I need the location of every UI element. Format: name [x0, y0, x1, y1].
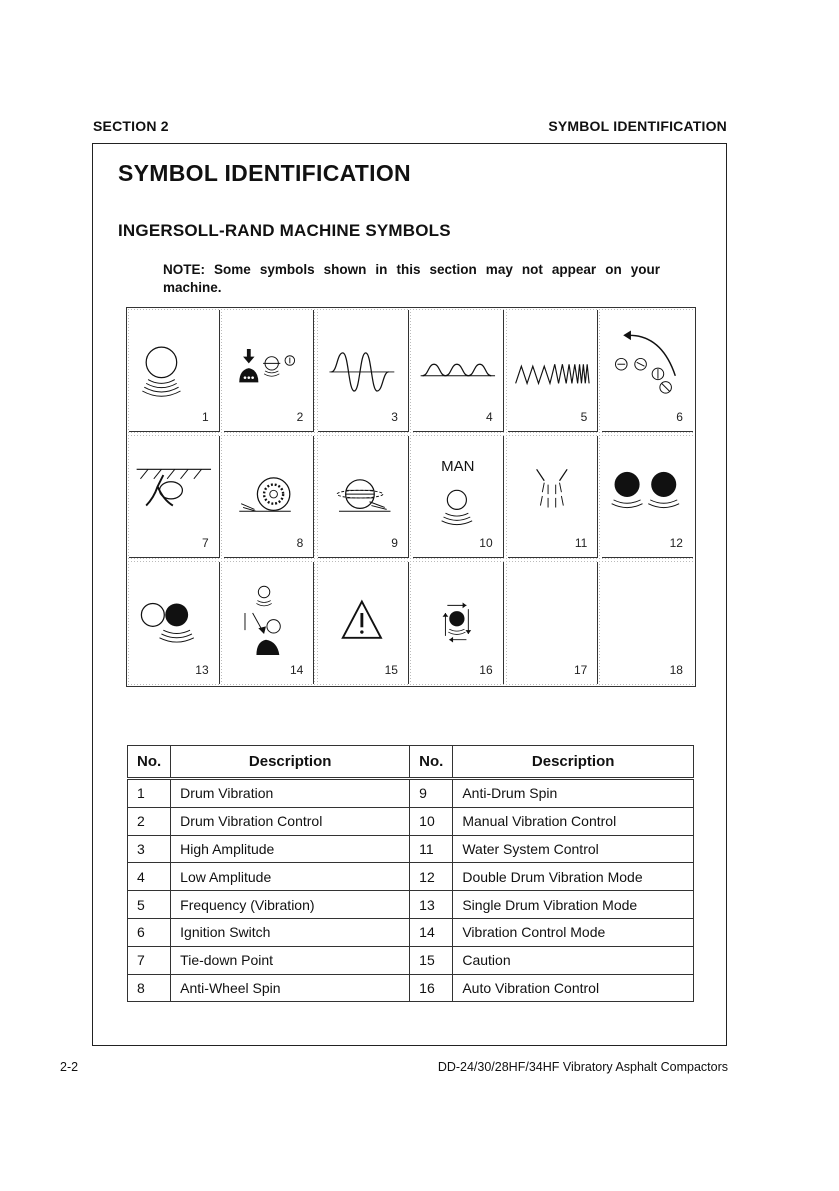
table-cell: 12 [410, 863, 453, 891]
symbol-cell [224, 436, 315, 558]
symbol-number: 14 [289, 663, 304, 677]
symbol-number: 8 [296, 536, 304, 550]
section-label: SECTION 2 [93, 118, 169, 134]
table-cell: Auto Vibration Control [453, 974, 694, 1002]
table-cell: 6 [128, 918, 171, 946]
table-cell: Manual Vibration Control [453, 807, 694, 835]
symbol-number: 10 [479, 536, 493, 550]
table-cell: Vibration Control Mode [453, 918, 694, 946]
symbol-cell [508, 310, 599, 432]
table-row [128, 946, 694, 974]
table-row [128, 835, 694, 863]
table-cell: High Amplitude [171, 835, 410, 863]
symbol-number: 13 [195, 663, 209, 677]
table-cell: Double Drum Vibration Mode [453, 863, 694, 891]
note-text: NOTE: Some symbols shown in this section may not appear on your machine. [163, 262, 660, 295]
symbol-cell [508, 562, 599, 684]
column-header-description: Description [453, 746, 694, 779]
table-cell: 16 [410, 974, 453, 1002]
page-title: SYMBOL IDENTIFICATION [118, 160, 411, 186]
table-cell: 9 [410, 779, 453, 808]
page-number: 2-2 [60, 1060, 79, 1074]
table-cell: 8 [128, 974, 171, 1002]
symbol-cell [413, 436, 504, 558]
table-row [128, 891, 694, 919]
table-cell: Single Drum Vibration Mode [453, 891, 694, 919]
table-cell: 5 [128, 891, 171, 919]
symbol-number: 9 [391, 536, 398, 550]
symbol-cell [129, 562, 220, 684]
symbol-number: 17 [573, 663, 588, 677]
table-row [128, 807, 694, 835]
table-cell: 1 [128, 779, 171, 808]
table-cell: Frequency (Vibration) [171, 891, 410, 919]
table-cell: Caution [453, 946, 694, 974]
table-cell: 3 [128, 835, 171, 863]
symbol-number: 6 [676, 410, 683, 424]
symbol-cell [602, 310, 693, 432]
table-row [128, 863, 694, 891]
symbol-cell [602, 436, 693, 558]
table-cell: Low Amplitude [171, 863, 410, 891]
symbol-number: 3 [391, 410, 398, 424]
table-cell: Drum Vibration Control [171, 807, 410, 835]
table-cell: Drum Vibration [171, 779, 410, 808]
symbol-number: 16 [479, 663, 493, 677]
table-cell: 11 [410, 835, 453, 863]
symbol-number: 2 [296, 410, 304, 424]
symbol-grid [126, 307, 696, 687]
table-cell: 13 [410, 891, 453, 919]
column-header-no: No. [128, 746, 171, 779]
symbol-number: 15 [384, 663, 398, 677]
symbol-cell [129, 436, 220, 558]
symbol-cell [318, 310, 409, 432]
symbol-cell [318, 436, 409, 558]
table-cell: Ignition Switch [171, 918, 410, 946]
table-cell: Anti-Drum Spin [453, 779, 694, 808]
symbol-cell [413, 310, 504, 432]
table-cell: 14 [410, 918, 453, 946]
symbol-cell [224, 310, 315, 432]
table-cell: Tie-down Point [171, 946, 410, 974]
symbol-cell [602, 562, 693, 684]
symbol-number: 4 [485, 410, 493, 424]
table-header-row [128, 746, 694, 779]
manual-title: DD-24/30/28HF/34HF Vibratory Asphalt Compactors [437, 1060, 728, 1074]
symbol-cell [413, 562, 504, 684]
table-cell: 7 [128, 946, 171, 974]
symbol-cell [129, 310, 220, 432]
section-subtitle: INGERSOLL-RAND MACHINE SYMBOLS [118, 221, 451, 240]
symbol-number: 18 [669, 663, 683, 677]
symbol-number: 5 [580, 410, 588, 424]
table-row [128, 974, 694, 1002]
symbol-cell [318, 562, 409, 684]
table-row [128, 918, 694, 946]
column-header-no: No. [410, 746, 453, 779]
table-cell: 10 [410, 807, 453, 835]
symbol-description-table [127, 745, 694, 1002]
table-cell: Water System Control [453, 835, 694, 863]
symbol-cell [508, 436, 599, 558]
symbol-number: 1 [201, 410, 209, 424]
symbol-number: 11 [574, 536, 588, 550]
table-row [128, 779, 694, 808]
man-label: MAN [441, 458, 475, 475]
table-cell: 15 [410, 946, 453, 974]
symbol-number: 12 [669, 536, 683, 550]
table-cell: Anti-Wheel Spin [171, 974, 410, 1002]
column-header-description: Description [171, 746, 410, 779]
table-cell: 4 [128, 863, 171, 891]
symbol-number: 7 [201, 536, 209, 550]
section-topic: SYMBOL IDENTIFICATION [548, 118, 727, 134]
table-cell: 2 [128, 807, 171, 835]
symbol-cell [224, 562, 315, 684]
